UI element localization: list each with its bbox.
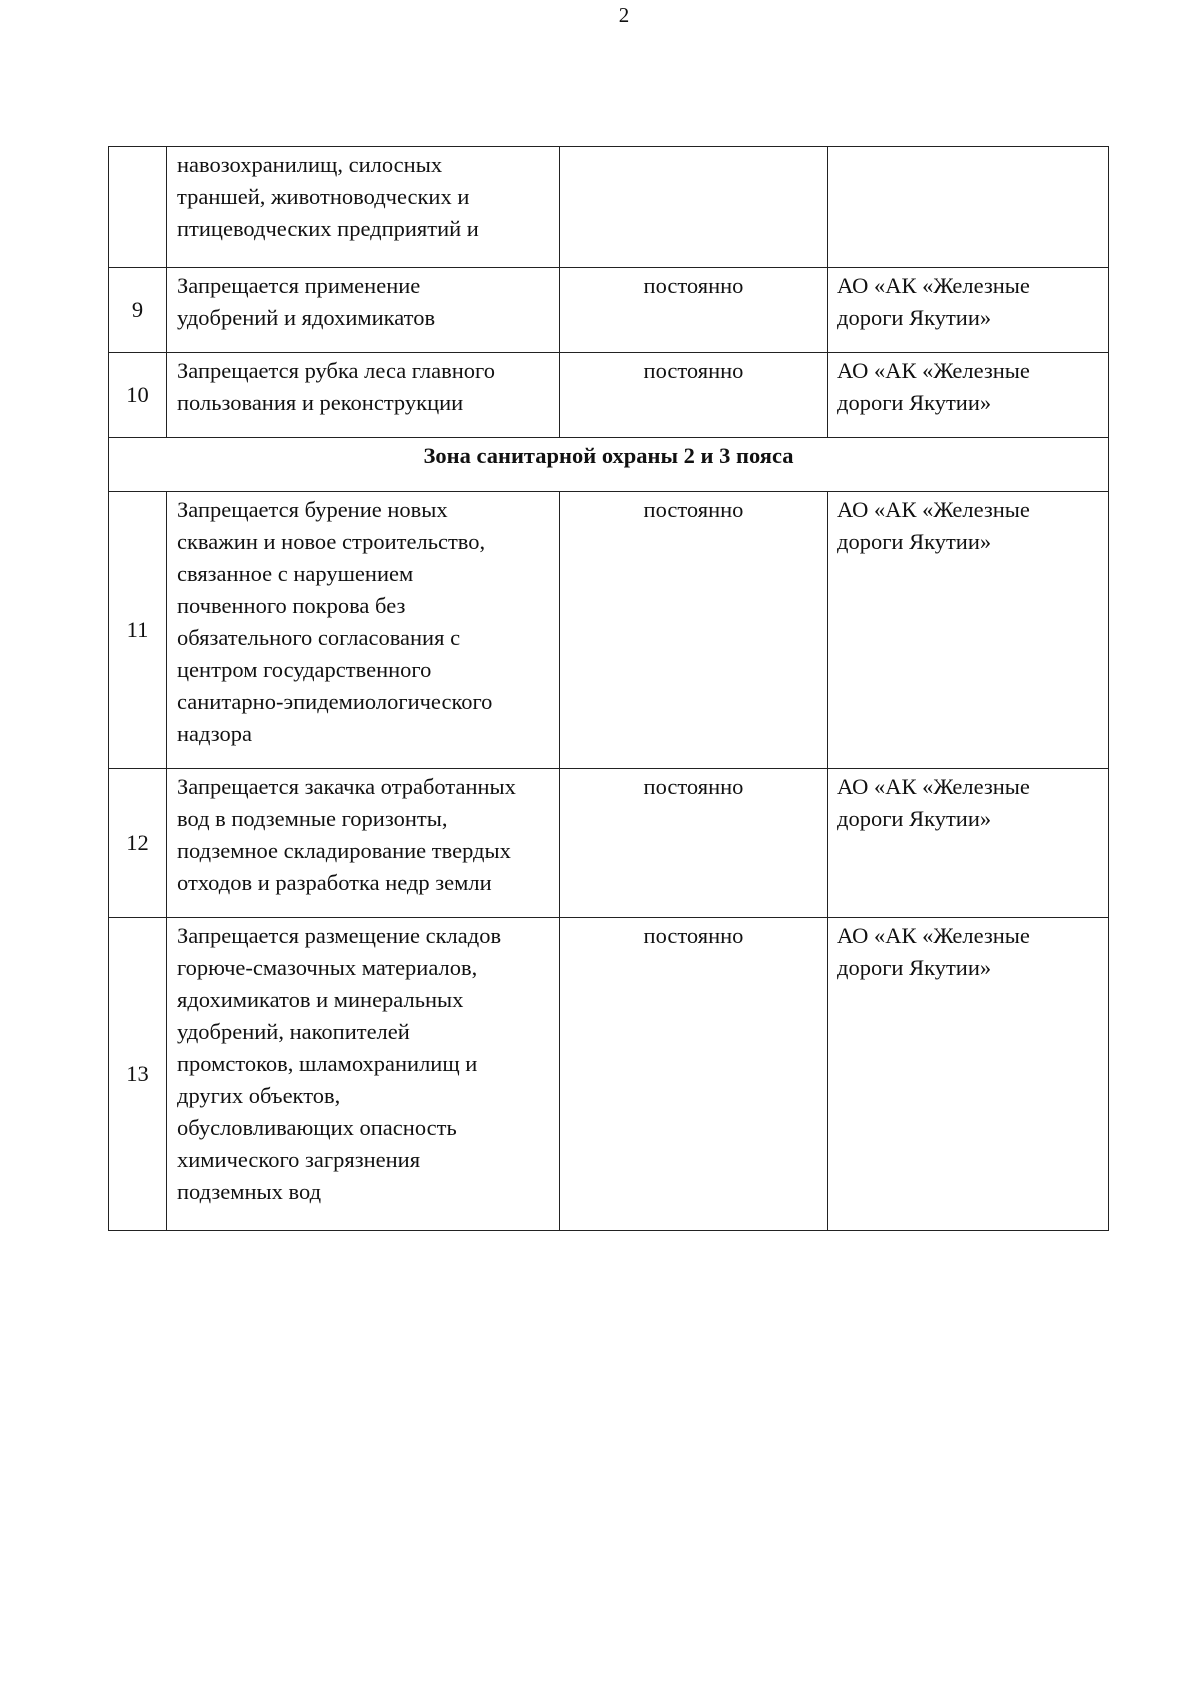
- restriction-cell: [167, 268, 560, 353]
- restriction-line: обусловливающих опасность: [177, 1115, 457, 1140]
- responsible-cell: [828, 268, 1109, 353]
- responsible-line: дороги Якутии»: [837, 806, 992, 831]
- period-cell: [560, 147, 828, 268]
- restriction-cell: [167, 147, 560, 268]
- responsible-line: АО «АК «Железные: [837, 273, 1030, 298]
- restriction-line: птицеводческих предприятий и: [177, 216, 479, 241]
- responsible-cell: [828, 769, 1109, 918]
- restriction-line: Запрещается бурение новых: [177, 497, 448, 522]
- restriction-line: скважин и новое строительство,: [177, 529, 486, 554]
- restriction-line: Запрещается размещение складов: [177, 923, 502, 948]
- table-row: [109, 492, 1109, 769]
- section-row: [109, 438, 1109, 492]
- responsible-cell: [828, 353, 1109, 438]
- page-number: 2: [618, 3, 630, 27]
- restrictions-table: [108, 146, 1109, 1231]
- restriction-line: навозохранилищ, силосных: [177, 152, 443, 177]
- table-row: [109, 353, 1109, 438]
- responsible-line: АО «АК «Железные: [837, 497, 1030, 522]
- row-number-cell: [109, 147, 167, 268]
- restriction-cell: [167, 353, 560, 438]
- restriction-line: траншей, животноводческих и: [177, 184, 470, 209]
- restriction-cell: [167, 918, 560, 1231]
- restriction-line: подземное складирование твердых: [177, 838, 511, 863]
- table-row: [109, 918, 1109, 1231]
- table-row: [109, 268, 1109, 353]
- restriction-cell: [167, 769, 560, 918]
- responsible-line: АО «АК «Железные: [837, 923, 1030, 948]
- restriction-line: отходов и разработка недр земли: [177, 870, 492, 895]
- responsible-line: дороги Якутии»: [837, 390, 992, 415]
- restriction-cell: [167, 492, 560, 769]
- row-number-cell: 9: [109, 268, 167, 353]
- restriction-line: почвенного покрова без: [177, 593, 406, 618]
- table-row: [109, 147, 1109, 268]
- section-title: Зона санитарной охраны 2 и 3 пояса: [109, 438, 1109, 492]
- restriction-line: обязательного согласования с: [177, 625, 461, 650]
- restriction-line: химического загрязнения: [177, 1147, 421, 1172]
- restriction-line: Запрещается рубка леса главного: [177, 358, 495, 383]
- restriction-line: центром государственного: [177, 657, 432, 682]
- responsible-line: АО «АК «Железные: [837, 358, 1030, 383]
- table-body: [109, 147, 1109, 1231]
- period-cell: постоянно: [560, 918, 828, 1231]
- restriction-line: горюче-смазочных материалов,: [177, 955, 478, 980]
- period-cell: постоянно: [560, 492, 828, 769]
- restriction-line: удобрений, накопителей: [177, 1019, 410, 1044]
- table-row: [109, 769, 1109, 918]
- responsible-line: дороги Якутии»: [837, 955, 992, 980]
- row-number-cell: 13: [109, 918, 167, 1231]
- responsible-line: дороги Якутии»: [837, 305, 992, 330]
- row-number-cell: 11: [109, 492, 167, 769]
- restriction-line: пользования и реконструкции: [177, 390, 464, 415]
- row-number-cell: 12: [109, 769, 167, 918]
- responsible-cell: [828, 918, 1109, 1231]
- restriction-line: промстоков, шламохранилищ и: [177, 1051, 478, 1076]
- period-cell: постоянно: [560, 769, 828, 918]
- period-cell: постоянно: [560, 268, 828, 353]
- restriction-line: вод в подземные горизонты,: [177, 806, 448, 831]
- row-number-cell: 10: [109, 353, 167, 438]
- restriction-line: Запрещается применение: [177, 273, 421, 298]
- restriction-line: связанное с нарушением: [177, 561, 414, 586]
- responsible-cell: [828, 492, 1109, 769]
- restriction-line: других объектов,: [177, 1083, 341, 1108]
- responsible-cell: [828, 147, 1109, 268]
- period-cell: постоянно: [560, 353, 828, 438]
- restriction-line: Запрещается закачка отработанных: [177, 774, 516, 799]
- restriction-line: надзора: [177, 721, 252, 746]
- restriction-line: санитарно-эпидемиологического: [177, 689, 493, 714]
- responsible-line: АО «АК «Железные: [837, 774, 1030, 799]
- restriction-line: удобрений и ядохимикатов: [177, 305, 436, 330]
- restriction-line: ядохимикатов и минеральных: [177, 987, 464, 1012]
- responsible-line: дороги Якутии»: [837, 529, 992, 554]
- restriction-line: подземных вод: [177, 1179, 322, 1204]
